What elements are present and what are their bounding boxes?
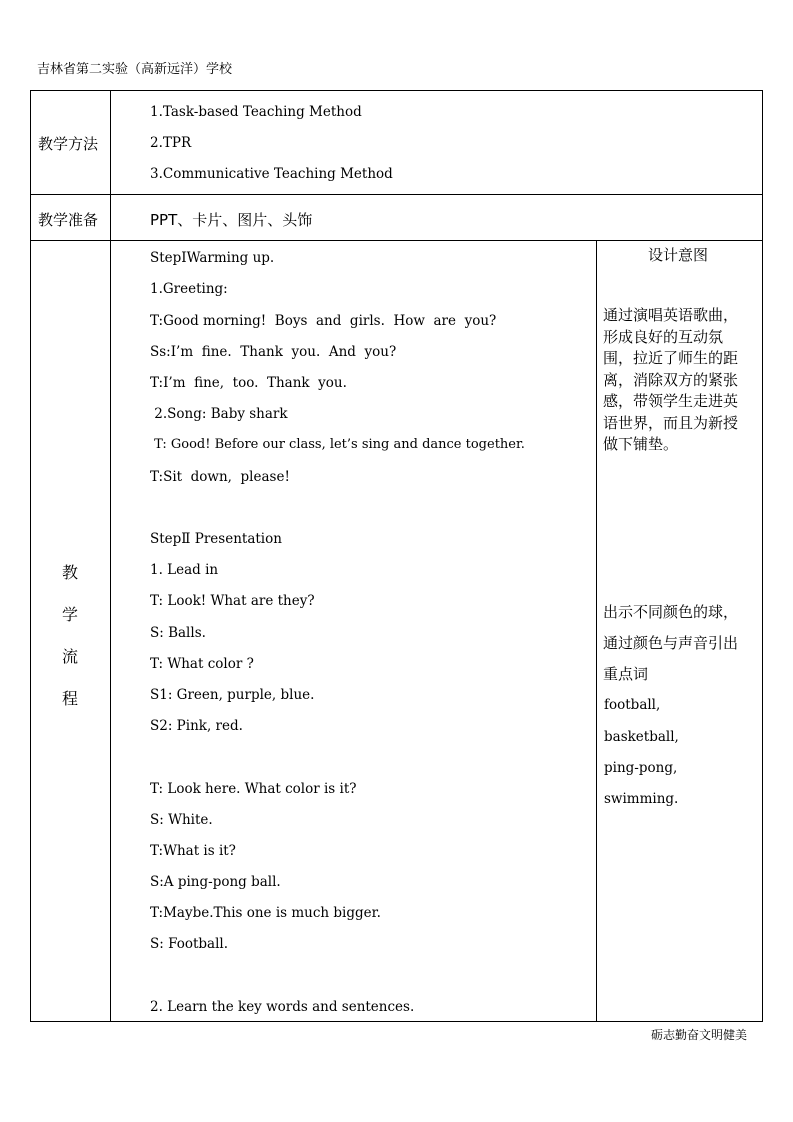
process-line: 1.Greeting: bbox=[150, 281, 228, 297]
process-line: T:I’m fine, too. Thank you. bbox=[150, 375, 347, 391]
process-label-char-3: 流 bbox=[62, 647, 79, 666]
method-item-1: 1.Task-based Teaching Method bbox=[150, 104, 362, 120]
design-column-divider bbox=[596, 240, 597, 1022]
process-line: T: Look! What are they? bbox=[150, 593, 315, 609]
prep-text: PPT、卡片、图片、头饰 bbox=[150, 211, 313, 229]
table-border-right bbox=[762, 90, 763, 1022]
process-line: S2: Pink, red. bbox=[150, 718, 243, 734]
table-border-top bbox=[30, 90, 763, 91]
process-line: StepⅠWarming up. bbox=[150, 250, 275, 266]
design-intent-title: 设计意图 bbox=[648, 246, 709, 264]
process-line: 2. Learn the key words and sentences. bbox=[150, 999, 415, 1015]
label-column-divider bbox=[110, 90, 111, 1022]
design-note-warmup: 通过演唱英语歌曲，形成良好的互动氛围，拉近了师生的距离，消除双方的紧张感，带领学生走进英语世界，而且为新授做下铺垫。 bbox=[603, 306, 739, 453]
row-divider-method bbox=[30, 194, 763, 195]
process-line: T: What color ? bbox=[150, 656, 254, 672]
key-word: football, bbox=[604, 697, 661, 713]
process-label-char-1: 教 bbox=[62, 563, 79, 582]
process-line: S:A ping-pong ball. bbox=[150, 874, 281, 890]
process-label-char-2: 学 bbox=[62, 605, 79, 624]
method-item-3: 3.Communicative Teaching Method bbox=[150, 166, 393, 182]
process-line: T:Good morning! Boys and girls. How are you? bbox=[150, 313, 497, 329]
design-note-line: 通过颜色与声音引出 bbox=[603, 634, 739, 652]
process-line: StepⅡ Presentation bbox=[150, 531, 282, 547]
process-line: T: Good! Before our class, let’s sing and dance together. bbox=[150, 437, 525, 452]
prep-label: 教学准备 bbox=[38, 211, 99, 229]
process-line: T: Look here. What color is it? bbox=[150, 781, 357, 797]
process-line: 1. Lead in bbox=[150, 562, 219, 578]
process-line: S1: Green, purple, blue. bbox=[150, 687, 315, 703]
design-note-line: 重点词 bbox=[603, 665, 649, 683]
process-line: S: Football. bbox=[150, 936, 229, 952]
process-label-char-4: 程 bbox=[62, 689, 79, 708]
process-line: T:Maybe.This one is much bigger. bbox=[150, 905, 381, 921]
page-footer: 砺志勤奋文明健美 bbox=[650, 1028, 747, 1042]
key-word: basketball, bbox=[604, 729, 679, 745]
design-note-line: 出示不同颜色的球， bbox=[603, 603, 739, 621]
page-header: 吉林省第二实验（高新远洋）学校 bbox=[37, 62, 233, 77]
key-word: ping-pong, bbox=[604, 760, 678, 776]
process-line: T:What is it? bbox=[150, 843, 236, 859]
row-divider-prep bbox=[30, 240, 763, 241]
process-line: S: White. bbox=[150, 812, 213, 828]
process-line: Ss:I’m fine. Thank you. And you? bbox=[150, 344, 397, 360]
process-line: 2.Song: Baby shark bbox=[150, 406, 288, 422]
table-border-bottom bbox=[30, 1021, 763, 1022]
process-line: T:Sit down, please! bbox=[150, 469, 290, 485]
table-border-left bbox=[30, 90, 31, 1022]
key-word: swimming. bbox=[604, 791, 679, 807]
process-line: S: Balls. bbox=[150, 625, 206, 641]
method-item-2: 2.TPR bbox=[150, 135, 192, 151]
method-label: 教学方法 bbox=[38, 135, 99, 153]
